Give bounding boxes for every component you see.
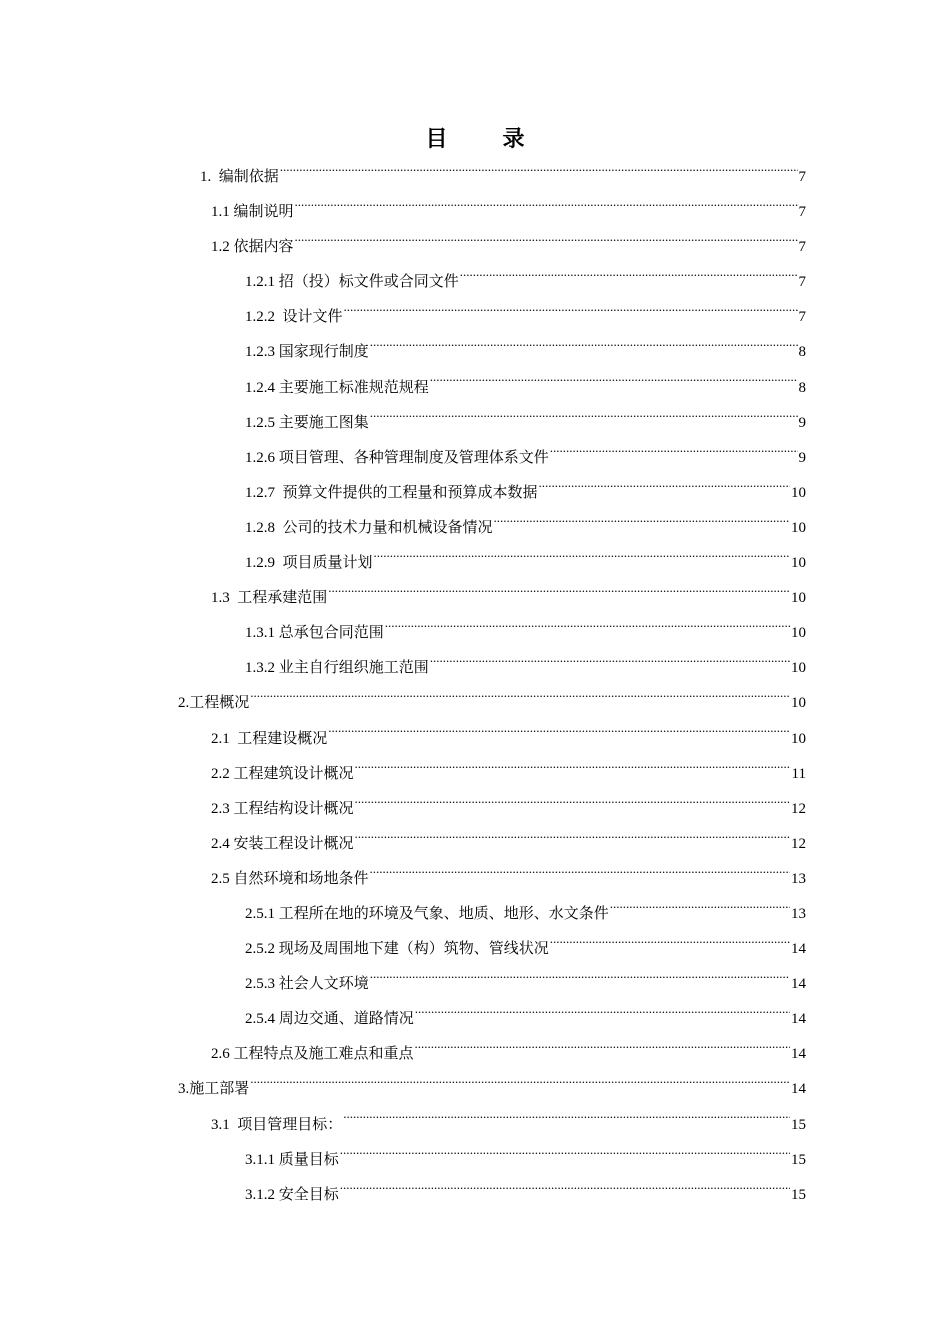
toc-page-number: 7 <box>798 274 806 291</box>
toc-dot-leader <box>355 798 790 813</box>
toc-entry-title: 3.施工部署 <box>178 1081 250 1098</box>
toc-entry[interactable] <box>0 932 950 967</box>
toc-entry[interactable] <box>0 160 950 195</box>
toc-entry[interactable] <box>0 1002 950 1037</box>
toc-page-number: 10 <box>791 695 806 712</box>
toc-entry-title: 1.2.3 国家现行制度 <box>245 344 369 361</box>
toc-entry-title: 2.5.3 社会人文环境 <box>245 976 369 993</box>
toc-dot-leader <box>415 1043 790 1058</box>
toc-entry[interactable] <box>0 230 950 265</box>
toc-page-number: 14 <box>791 1081 806 1098</box>
toc-entry[interactable] <box>0 371 950 406</box>
toc-entry-title: 2.6 工程特点及施工难点和重点 <box>211 1046 414 1063</box>
toc-page-number: 14 <box>791 976 806 993</box>
toc-dot-leader <box>550 447 798 462</box>
toc-page-number: 12 <box>791 835 806 852</box>
toc-entry[interactable] <box>0 581 950 616</box>
toc-entry[interactable] <box>0 616 950 651</box>
toc-entry-title: 2.3 工程结构设计概况 <box>211 800 354 817</box>
toc-entry[interactable] <box>0 1108 950 1143</box>
toc-page-number: 9 <box>798 414 806 431</box>
toc-entry[interactable] <box>0 546 950 581</box>
toc-entry[interactable] <box>0 757 950 792</box>
toc-dot-leader <box>430 657 790 672</box>
toc-entry[interactable] <box>0 441 950 476</box>
toc-page-number: 15 <box>791 1151 806 1168</box>
toc-entry-title: 1.2.5 主要施工图集 <box>245 414 369 431</box>
toc-entry-title: 2.1 工程建设概况 <box>211 730 328 747</box>
toc-dot-leader <box>295 201 798 216</box>
toc-dot-leader <box>355 833 790 848</box>
toc-entry[interactable] <box>0 862 950 897</box>
toc-entry[interactable] <box>0 827 950 862</box>
toc-page-number: 14 <box>791 1046 806 1063</box>
toc-entry[interactable] <box>0 265 950 300</box>
toc-page-number: 15 <box>791 1186 806 1203</box>
toc-entry-title: 1.1 编制说明 <box>211 204 294 221</box>
toc-dot-leader <box>280 166 798 181</box>
toc-dot-leader <box>539 482 790 497</box>
toc-entry[interactable] <box>0 476 950 511</box>
toc-dot-leader <box>355 763 791 778</box>
toc-page-number: 13 <box>791 905 806 922</box>
toc-dot-leader <box>340 1149 790 1164</box>
toc-dot-leader <box>340 1184 790 1199</box>
toc-page-number: 15 <box>791 1116 806 1133</box>
toc-entry-title: 3.1.2 安全目标 <box>245 1186 339 1203</box>
toc-page-number: 14 <box>791 941 806 958</box>
toc-entry-title: 2.工程概况 <box>178 695 250 712</box>
toc-entry-title: 2.2 工程建筑设计概况 <box>211 765 354 782</box>
toc-page-number: 10 <box>791 484 806 501</box>
toc-entry[interactable] <box>0 406 950 441</box>
toc-entry-title: 1.2.1 招（投）标文件或合同文件 <box>245 274 459 291</box>
toc-entry[interactable] <box>0 300 950 335</box>
toc-entry[interactable] <box>0 1143 950 1178</box>
toc-entry-title: 1.2.9 项目质量计划 <box>245 555 373 572</box>
toc-entry-title: 1.2 依据内容 <box>211 239 294 256</box>
toc-entry[interactable] <box>0 967 950 1002</box>
toc-page-number: 10 <box>791 625 806 642</box>
toc-entry[interactable] <box>0 1037 950 1072</box>
toc-dot-leader <box>295 236 798 251</box>
toc-dot-leader <box>374 552 790 567</box>
toc-page-number: 10 <box>791 555 806 572</box>
toc-dot-leader <box>370 973 790 988</box>
toc-dot-leader <box>370 341 798 356</box>
toc-entry-title: 1.2.4 主要施工标准规范规程 <box>245 379 429 396</box>
toc-entry-title: 1.2.7 预算文件提供的工程量和预算成本数据 <box>245 484 538 501</box>
toc-entry-title: 2.5.1 工程所在地的环境及气象、地质、地形、水文条件 <box>245 905 609 922</box>
toc-entry-title: 1.2.8 公司的技术力量和机械设备情况 <box>245 519 493 536</box>
toc-dot-leader <box>550 938 790 953</box>
toc-dot-leader <box>494 517 790 532</box>
toc-dot-leader <box>250 1078 790 1093</box>
toc-entry[interactable] <box>0 1178 950 1213</box>
toc-page-number: 14 <box>791 1011 806 1028</box>
toc-entry[interactable] <box>0 686 950 721</box>
toc-entry-title: 1. 编制依据 <box>200 169 279 185</box>
toc-dot-leader <box>430 377 798 392</box>
toc-dot-leader <box>328 587 790 602</box>
toc-dot-leader <box>250 692 790 707</box>
toc-entry-title: 2.5 自然环境和场地条件 <box>211 870 369 887</box>
toc-page-number: 8 <box>798 379 806 396</box>
toc-page-number: 7 <box>798 309 806 326</box>
toc-page-number: 7 <box>798 169 806 185</box>
toc-page-number: 10 <box>791 660 806 677</box>
toc-page-number: 10 <box>791 590 806 607</box>
toc-dot-leader <box>415 1008 790 1023</box>
toc-page-number: 11 <box>791 765 806 782</box>
toc-entry[interactable] <box>0 195 950 230</box>
toc-entry-title: 1.3.1 总承包合同范围 <box>245 625 384 642</box>
toc-entry-title: 2.5.2 现场及周围地下建（构）筑物、管线状况 <box>245 941 549 958</box>
toc-dot-leader <box>344 306 798 321</box>
toc-dot-leader <box>610 903 790 918</box>
toc-page-number: 7 <box>798 239 806 256</box>
toc-dot-leader <box>343 1114 790 1129</box>
toc-dot-leader <box>460 271 798 286</box>
toc-entry[interactable] <box>0 335 950 370</box>
toc-entry-title: 3.1.1 质量目标 <box>245 1151 339 1168</box>
toc-dot-leader <box>385 622 790 637</box>
toc-entry-title: 3.1 项目管理目标： <box>211 1116 343 1133</box>
toc-entry[interactable] <box>0 1072 950 1107</box>
toc-page-number: 10 <box>791 730 806 747</box>
toc-page-number: 7 <box>798 204 806 221</box>
toc-page-number: 8 <box>798 344 806 361</box>
toc-page-number: 13 <box>791 870 806 887</box>
toc-entry[interactable] <box>0 651 950 686</box>
toc-entry-title: 1.2.6 项目管理、各种管理制度及管理体系文件 <box>245 449 549 466</box>
toc-dot-leader <box>370 412 798 427</box>
toc-page-number: 9 <box>798 449 806 466</box>
toc-page-number: 10 <box>791 519 806 536</box>
toc-entry[interactable] <box>0 722 950 757</box>
toc-page-number: 12 <box>791 800 806 817</box>
toc-entry-title: 1.2.2 设计文件 <box>245 309 343 326</box>
toc-entry-title: 1.3 工程承建范围 <box>211 590 328 607</box>
toc-title: 目 录 <box>425 126 525 151</box>
toc-list <box>0 160 950 1213</box>
toc-entry[interactable] <box>0 792 950 827</box>
toc-entry-title: 2.5.4 周边交通、道路情况 <box>245 1011 414 1028</box>
toc-dot-leader <box>328 728 790 743</box>
toc-entry-title: 2.4 安装工程设计概况 <box>211 835 354 852</box>
toc-entry[interactable] <box>0 511 950 546</box>
toc-entry[interactable] <box>0 897 950 932</box>
toc-dot-leader <box>370 868 790 883</box>
toc-entry-title: 1.3.2 业主自行组织施工范围 <box>245 660 429 677</box>
